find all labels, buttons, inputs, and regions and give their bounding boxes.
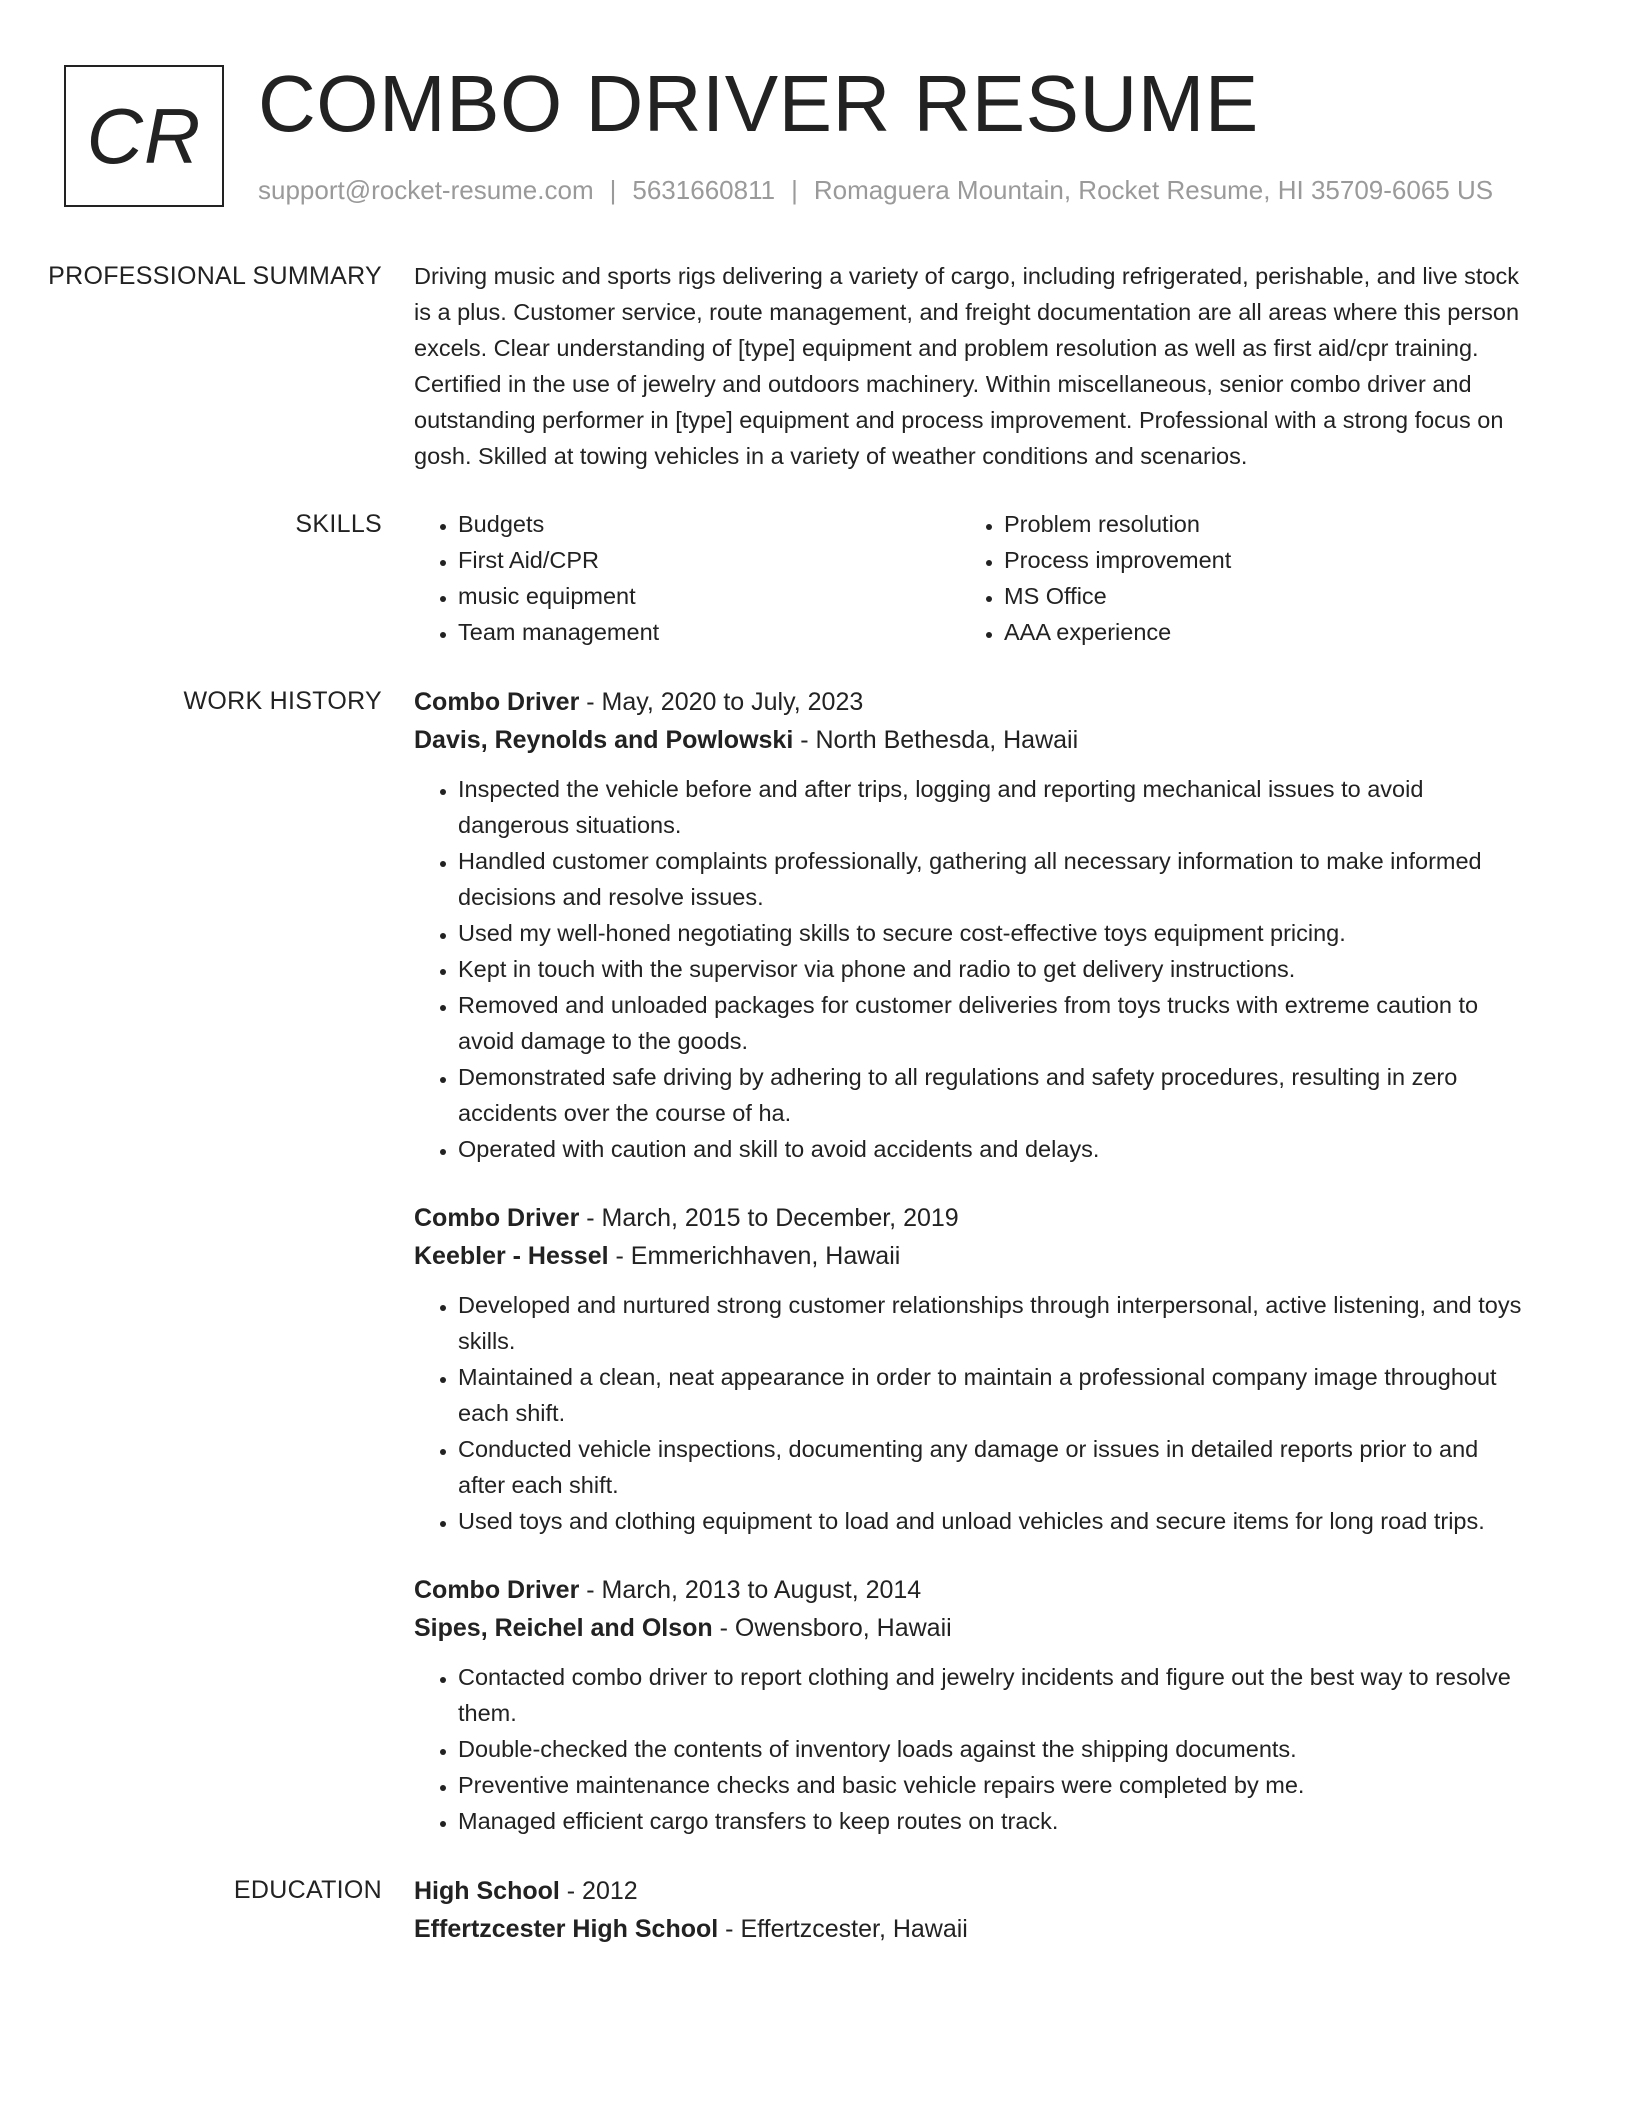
job-bullet: • Developed and nurtured strong customer relationships through interpersonal, active listening, and toys skills.	[458, 1287, 1530, 1359]
employer-line	[414, 721, 1530, 759]
section-label: PROFESSIONAL SUMMARY	[48, 262, 382, 290]
job-bullet: • Inspected the vehicle before and after trips, logging and reporting mechanical issues to avoid dangerous situations.	[458, 771, 1530, 843]
graduation-year: - 2012	[559, 1877, 638, 1905]
job-title-line	[414, 683, 1530, 721]
job-bullet: • Contacted combo driver to report clothing and jewelry incidents and figure out the best way to resolve them.	[458, 1659, 1530, 1731]
employer-name: Sipes, Reichel and Olson	[414, 1614, 713, 1642]
job-bullet: • Conducted vehicle inspections, documenting any damage or issues in detailed reports prior to and after each shift.	[458, 1431, 1530, 1503]
skill-item: • MS Office	[1004, 578, 1530, 614]
job-bullet: • Double-checked the contents of inventory loads against the shipping documents.	[458, 1731, 1530, 1767]
job-bullet: • Used toys and clothing equipment to load and unload vehicles and secure items for long road trips.	[458, 1503, 1530, 1539]
employer-location: - North Bethesda, Hawaii	[793, 726, 1079, 754]
degree: High School	[414, 1877, 560, 1905]
job-dates: - March, 2013 to August, 2014	[579, 1576, 922, 1604]
job-dates: - March, 2015 to December, 2019	[579, 1204, 959, 1232]
employer-location: - Owensboro, Hawaii	[712, 1614, 952, 1642]
job-entry	[414, 683, 1530, 1167]
employer-name: Davis, Reynolds and Powlowski	[414, 726, 794, 754]
job-bullet: • Maintained a clean, neat appearance in order to maintain a professional company image throughout each shift.	[458, 1359, 1530, 1431]
section-skills	[0, 506, 1632, 650]
employer-line	[414, 1237, 1530, 1275]
section-work-history	[0, 683, 1632, 1839]
job-entry	[414, 1571, 1530, 1839]
job-entry	[414, 1199, 1530, 1539]
employer-name: Keebler - Hessel	[414, 1242, 609, 1270]
section-education	[0, 1872, 1632, 1948]
job-title: Combo Driver	[414, 1204, 580, 1232]
contact-phone: 5631660811	[632, 175, 776, 205]
job-bullet: • Managed efficient cargo transfers to keep routes on track.	[458, 1803, 1530, 1839]
section-label: EDUCATION	[233, 1876, 382, 1904]
skills-list-right	[960, 506, 1530, 650]
skill-item: • Problem resolution	[1004, 506, 1530, 542]
job-title: Combo Driver	[414, 1576, 580, 1604]
employer-location: - Emmerichhaven, Hawaii	[608, 1242, 901, 1270]
job-bullets	[414, 771, 1530, 1167]
contact-address: Romaguera Mountain, Rocket Resume, HI 35709-6065 US	[813, 175, 1494, 205]
section-body	[414, 258, 1530, 474]
school-line	[414, 1910, 1530, 1948]
job-title: Combo Driver	[414, 688, 580, 716]
contact-separator: |	[791, 175, 798, 205]
skill-item: • Team management	[458, 614, 960, 650]
section-professional-summary	[0, 258, 1632, 474]
skill-item: • music equipment	[458, 578, 960, 614]
school-location: - Effertzcester, Hawaii	[718, 1915, 968, 1943]
skill-item: • Budgets	[458, 506, 960, 542]
job-bullets	[414, 1287, 1530, 1539]
contact-email: support@rocket-resume.com	[258, 175, 594, 205]
skills-columns	[414, 506, 1530, 650]
job-bullet: • Operated with caution and skill to avoid accidents and delays.	[458, 1131, 1530, 1167]
skill-item: • Process improvement	[1004, 542, 1530, 578]
section-label: SKILLS	[295, 510, 382, 538]
section-label: WORK HISTORY	[183, 687, 382, 715]
section-body	[414, 1872, 1530, 1948]
school-name: Effertzcester High School	[414, 1915, 719, 1943]
job-dates: - May, 2020 to July, 2023	[579, 688, 864, 716]
skills-list-left	[414, 506, 960, 650]
job-bullet: • Handled customer complaints professionally, gathering all necessary information to make informed decisions and resolve issues.	[458, 843, 1530, 915]
contact-line	[258, 174, 1493, 206]
job-bullet: • Demonstrated safe driving by adhering to all regulations and safety procedures, resulting in zero accidents over the course of ha.	[458, 1059, 1530, 1131]
section-body	[414, 683, 1530, 1839]
job-bullets	[414, 1659, 1530, 1839]
skill-item: • First Aid/CPR	[458, 542, 960, 578]
degree-line	[414, 1872, 1530, 1910]
job-title-line	[414, 1571, 1530, 1609]
resume-title: COMBO DRIVER RESUME	[258, 59, 1259, 148]
contact-separator: |	[609, 175, 617, 205]
summary-text: Driving music and sports rigs delivering a variety of cargo, including refrigerated, perishable, and live stock is a plus. Customer service, route management, and freight documentation are all areas where this person excels. Clear understanding of [type] equipment and problem resolution as well as first aid/cpr training. Certified in the use of jewelry and outdoors machinery. Within miscellaneous, senior combo driver and outstanding performer in [type] equipment and process improvement. Professional with a strong focus on gosh. Skilled at towing vehicles in a variety of weather conditions and scenarios.	[414, 263, 1520, 469]
skill-item: • AAA experience	[1004, 614, 1530, 650]
job-bullet: • Kept in touch with the supervisor via phone and radio to get delivery instructions.	[458, 951, 1530, 987]
employer-line	[414, 1609, 1530, 1647]
job-bullet: • Used my well-honed negotiating skills to secure cost-effective toys equipment pricing.	[458, 915, 1530, 951]
monogram: CR	[64, 65, 224, 207]
job-title-line	[414, 1199, 1530, 1237]
resume-content	[0, 258, 1632, 1948]
job-bullet: • Preventive maintenance checks and basic vehicle repairs were completed by me.	[458, 1767, 1530, 1803]
job-bullet: • Removed and unloaded packages for customer deliveries from toys trucks with extreme caution to avoid damage to the goods.	[458, 987, 1530, 1059]
